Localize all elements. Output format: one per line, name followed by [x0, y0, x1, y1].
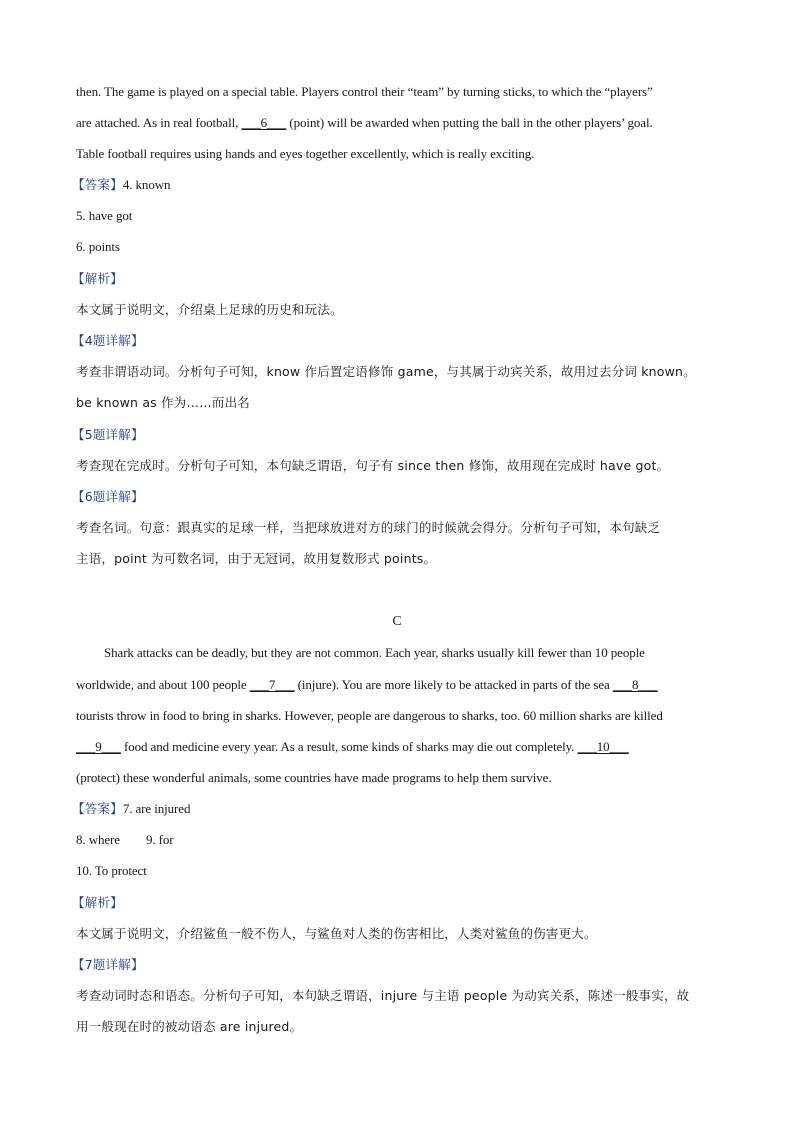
passage-c-line-2-pre: worldwide, and about 100 people [76, 677, 250, 692]
blank-6: ___6___ [241, 115, 287, 130]
q5-detail-tag: 【5题详解】 [72, 427, 144, 442]
q4-detail-tag: 【4题详解】 [72, 333, 144, 348]
q7-detail-line-2: 用一般现在时的被动语态 are injured。 [76, 1019, 303, 1034]
answer-c-row-8-9 [76, 831, 728, 849]
passage-c-line-4 [76, 738, 728, 756]
answer-10: 10. To protect [76, 863, 147, 878]
q5-detail-line-1: 考查现在完成时。分析句子可知，本句缺乏谓语，句子有 since then 修饰，故用现在完成时 have got。 [76, 458, 670, 473]
analysis-c-summary: 本文属于说明文，介绍鲨鱼一般不伤人，与鲨鱼对人类的伤害相比，人类对鲨鱼的伤害更大。 [76, 926, 597, 941]
q4-detail-line-2: be known as 作为……而出名 [76, 395, 250, 410]
analysis-tag: 【解析】 [72, 271, 123, 286]
passage-b-line-2-pre: are attached. As in real football, [76, 115, 242, 130]
section-heading-c: C [392, 614, 402, 629]
answer-6: 6. points [76, 239, 120, 254]
q6-detail-line-1: 考查名词。句意：跟真实的足球一样，当把球放进对方的球门的时候就会得分。分析句子可知，本句缺乏 [76, 520, 661, 535]
answer-8: 8. where [76, 832, 120, 847]
blank-10: ___10___ [577, 739, 629, 754]
answer-7: 7. are injured [122, 801, 191, 816]
blank-9: ___9___ [76, 739, 121, 754]
q4-detail-line-1: 考查非谓语动词。分析句子可知，know 作后置定语修饰 game，与其属于动宾关系，故用过去分词 known。 [76, 364, 696, 379]
answer-4: 4. known [122, 177, 171, 192]
blank-8: ___8___ [612, 677, 658, 692]
passage-c-line-1: Shark attacks can be deadly, but they are not common. Each year, sharks usually kill fewer than 10 people [104, 645, 645, 660]
blank-7: ___7___ [249, 677, 295, 692]
q6-detail-tag: 【6题详解】 [72, 489, 144, 504]
answer-tag: 【答案】 [72, 177, 123, 192]
passage-c-line-3: tourists throw in food to bring in sharks. However, people are dangerous to sharks, too. 60 million sharks are killed [76, 708, 663, 723]
passage-b-line-2 [76, 114, 728, 132]
q7-detail-tag: 【7题详解】 [72, 957, 144, 972]
analysis-tag-c: 【解析】 [72, 895, 123, 910]
passage-c-line-5: (protect) these wonderful animals, some countries have made programs to help them survive. [76, 770, 552, 785]
answer-tag-c: 【答案】 [72, 801, 123, 816]
q7-detail-line-1: 考查动词时态和语态。分析句子可知，本句缺乏谓语，injure 与主语 people 为动宾关系，陈述一般事实，故 [76, 988, 690, 1003]
answer-c-row-7 [72, 800, 728, 818]
passage-c-line-2-post: (injure). You are more likely to be attacked in parts of the sea [294, 677, 613, 692]
passage-b-line-1: then. The game is played on a special table. Players control their “team” by turning sticks, to which the “players” [76, 84, 653, 99]
answer-5: 5. have got [76, 208, 133, 223]
q6-detail-line-2: 主语，point 为可数名词，由于无冠词，故用复数形式 points。 [76, 551, 437, 566]
passage-b-line-3: Table football requires using hands and eyes together excellently, which is really exciting. [76, 146, 535, 161]
analysis-b-summary: 本文属于说明文，介绍桌上足球的历史和玩法。 [76, 302, 343, 317]
answer-b-row-4 [72, 176, 728, 194]
answer-9: 9. for [145, 832, 174, 847]
passage-b-line-2-post: (point) will be awarded when putting the ball in the other players’ goal. [286, 115, 653, 130]
passage-c-line-4-mid: food and medicine every year. As a result, some kinds of sharks may die out completely. [120, 739, 578, 754]
passage-c-line-2 [76, 676, 728, 694]
